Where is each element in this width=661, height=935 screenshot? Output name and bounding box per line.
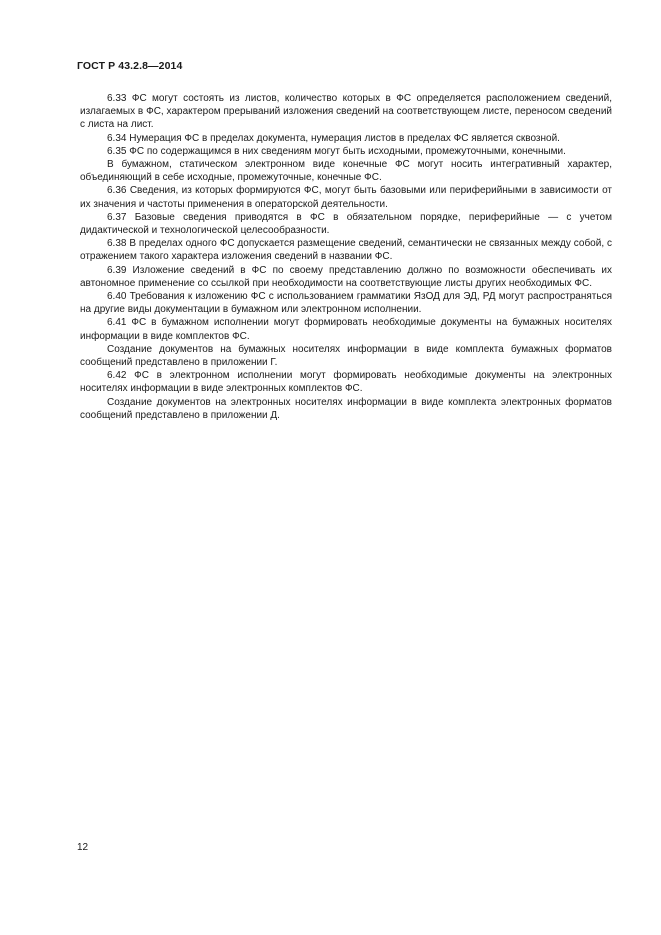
- paragraph-6-38: 6.38 В пределах одного ФС допускается размещение сведений, семантически не связанных между собой, с отражением такого характера изложения сведений в названии ФС.: [80, 238, 612, 263]
- paragraph-6-40: 6.40 Требования к изложению ФС с использованием грамматики ЯзОД для ЭД, РД могут распространяться на другие виды документации в бумажном или электронном исполнении.: [80, 291, 612, 316]
- paragraph-6-37: 6.37 Базовые сведения приводятся в ФС в обязательном порядке, периферийные — с учетом дидактической и технологической целесообразности.: [80, 211, 612, 237]
- paragraph-6-42: 6.42 ФС в электронном исполнении могут формировать необходимые документы на электронных носителях информации в виде электронных комплектов ФС.: [80, 370, 612, 395]
- paragraph-6-39: 6.39 Изложение сведений в ФС по своему представлению должно по возможности обеспечивать их автономное применение со ссылкой при необходимости на соответствующие листы других необходимых ФС.: [80, 264, 612, 289]
- paragraph-6-35-continued: В бумажном, статическом электронном виде конечные ФС могут носить интегративный характер, объединяющий в себе исходные, промежуточные, конечные ФС.: [80, 159, 612, 184]
- page-number: 12: [77, 842, 89, 853]
- paragraph-6-35: 6.35 ФС по содержащимся в них сведениям могут быть исходными, промежуточными, конечными.: [107, 145, 566, 157]
- paragraph-6-34: 6.34 Нумерация ФС в пределах документа, нумерация листов в пределах ФС является сквозной.: [107, 132, 560, 144]
- paragraph-6-36: 6.36 Сведения, из которых формируются ФС, могут быть базовыми или периферийными в зависимости от их значения и частоты применения в операторской деятельности.: [80, 185, 612, 210]
- paragraph-6-41: 6.41 ФС в бумажном исполнении могут формировать необходимые документы на бумажных носителях информации в виде комплектов ФС.: [80, 317, 612, 342]
- paragraph-6-41-continued: Создание документов на бумажных носителях информации в виде комплекта бумажных форматов сообщений представлено в приложении Г.: [80, 343, 612, 369]
- standard-code-header: ГОСТ Р 43.2.8—2014: [77, 60, 183, 72]
- paragraph-6-42-continued: Создание документов на электронных носителях информации в виде комплекта электронных форматов сообщений представлено в приложении Д.: [80, 396, 612, 421]
- paragraph-6-33: 6.33 ФС могут состоять из листов, количество которых в ФС определяется расположением сведений, излагаемых в ФС, характером прерываний изложения сведений на соответствующем листе, переносом сведений с листа на лист.: [80, 93, 612, 131]
- body-text: [80, 92, 612, 422]
